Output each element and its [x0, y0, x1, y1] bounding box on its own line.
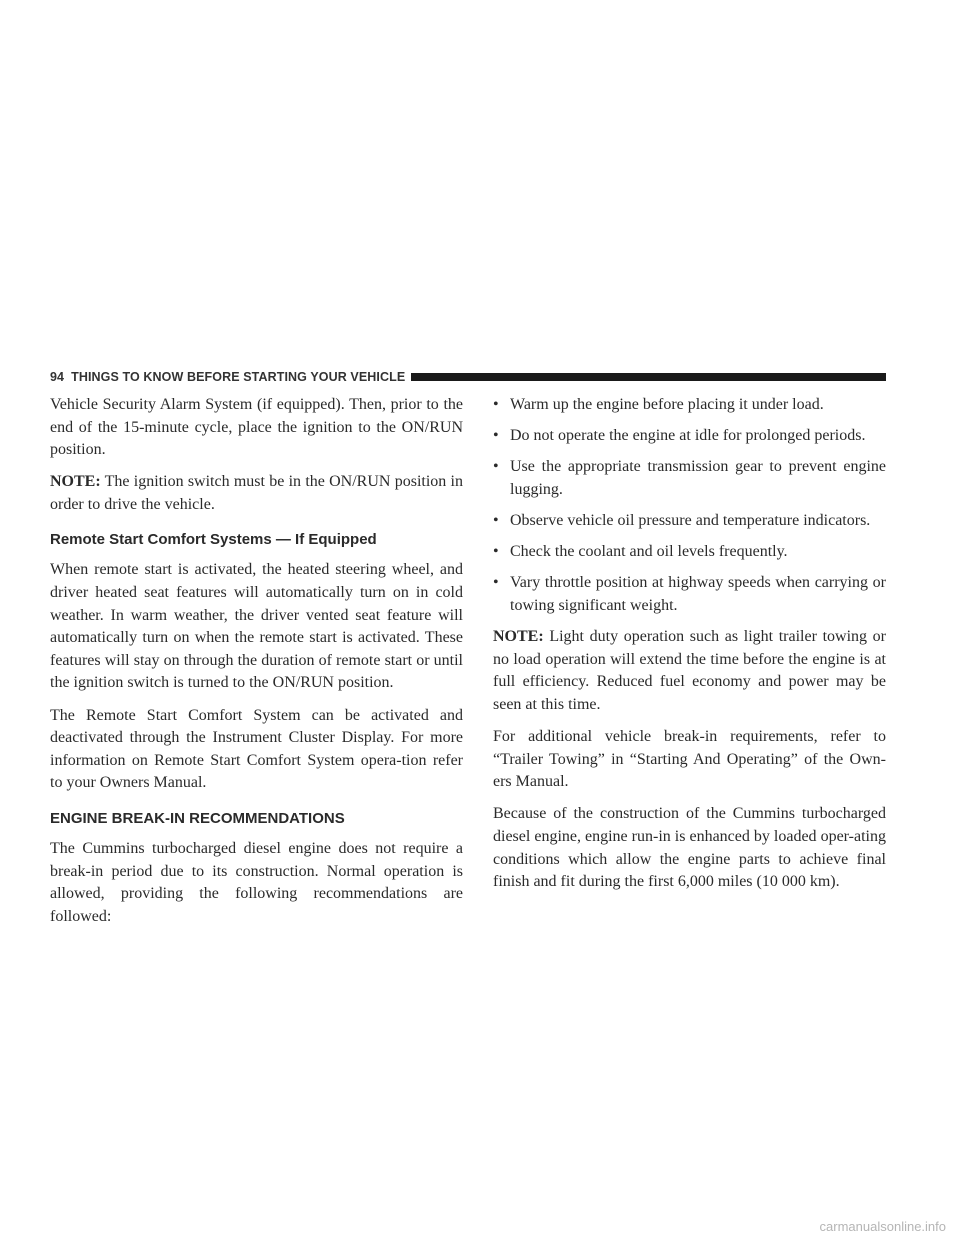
note-light-duty	[493, 626, 886, 716]
list-item-text: Observe vehicle oil pressure and temperature indicators.	[510, 511, 871, 529]
paragraph-break-in: The Cummins turbocharged diesel engine does not require a break-in period due to its construction. Normal operation is allowed, providing the following recommendations are followed:	[50, 839, 463, 925]
list-item-text: Vary throttle position at highway speeds when carrying or towing significant weight.	[510, 574, 886, 614]
bullet-icon: •	[493, 396, 499, 413]
list-item	[493, 394, 886, 417]
paragraph-cummins-run-in: Because of the construction of the Cummins turbocharged diesel engine, engine run-in is enhanced by loaded oper-ating conditions which allow the engine parts to achieve final finish and fit during the first 6,000 miles (10 000 km).	[493, 805, 886, 891]
header-text	[50, 370, 405, 384]
section-title: THINGS TO KNOW BEFORE STARTING YOUR VEHICLE	[71, 370, 406, 384]
list-item	[493, 541, 886, 564]
bullet-icon: •	[493, 458, 499, 476]
note-label: NOTE:	[50, 473, 101, 491]
recommendation-list	[493, 394, 886, 617]
list-item-text: Warm up the engine before placing it under load.	[510, 396, 824, 413]
heading-engine-break-in: ENGINE BREAK-IN RECOMMENDATIONS	[50, 809, 345, 827]
heading-remote-start: Remote Start Comfort Systems — If Equipped	[50, 531, 377, 549]
paragraph-security-alarm: Vehicle Security Alarm System (if equipped). Then, prior to the end of the 15-minute cycle, place the ignition to the ON/RUN position.	[50, 396, 463, 459]
bullet-icon: •	[493, 427, 499, 445]
right-column	[493, 394, 886, 903]
page-header	[50, 369, 886, 385]
note-label: NOTE:	[493, 628, 544, 646]
paragraph-additional-requirements: For additional vehicle break-in requirements, refer to “Trailer Towing” in “Starting And Operating” of the Own-ers Manual.	[493, 728, 886, 791]
list-item	[493, 425, 886, 448]
bullet-icon: •	[493, 542, 499, 560]
list-item-text: Do not operate the engine at idle for prolonged periods.	[510, 427, 866, 445]
left-column	[50, 394, 463, 938]
bullet-icon: •	[493, 511, 499, 529]
list-item-text: Check the coolant and oil levels frequently.	[510, 542, 788, 560]
list-item	[493, 456, 886, 501]
footer-watermark: carmanualsonline.info	[819, 1219, 946, 1234]
header-rule	[411, 373, 886, 381]
list-item	[493, 510, 886, 533]
paragraph-remote-start: When remote start is activated, the heated steering wheel, and driver heated seat features will automatically turn on in cold weather. In warm weather, the driver vented seat feature will automatically turn on when the remote start is activated. These features will stay on through the duration of remote start or until the ignition switch is turned to the ON/RUN position.	[50, 561, 463, 692]
bullet-icon: •	[493, 574, 499, 592]
list-item	[493, 572, 886, 617]
note-text: Light duty operation such as light trailer towing or no load operation will extend the time before the engine is at full efficiency. Reduced fuel economy and power may be seen at this time.	[493, 628, 886, 714]
list-item-text: Use the appropriate transmission gear to prevent engine lugging.	[510, 458, 886, 498]
paragraph-comfort-system: The Remote Start Comfort System can be activated and deactivated through the Instrument Cluster Display. For more information on Remote Start Comfort System opera-tion refer to your Owners Manual.	[50, 706, 463, 792]
page-number: 94	[50, 370, 65, 384]
note-ignition	[50, 471, 463, 516]
note-text: The ignition switch must be in the ON/RUN position in order to drive the vehicle.	[50, 473, 463, 513]
